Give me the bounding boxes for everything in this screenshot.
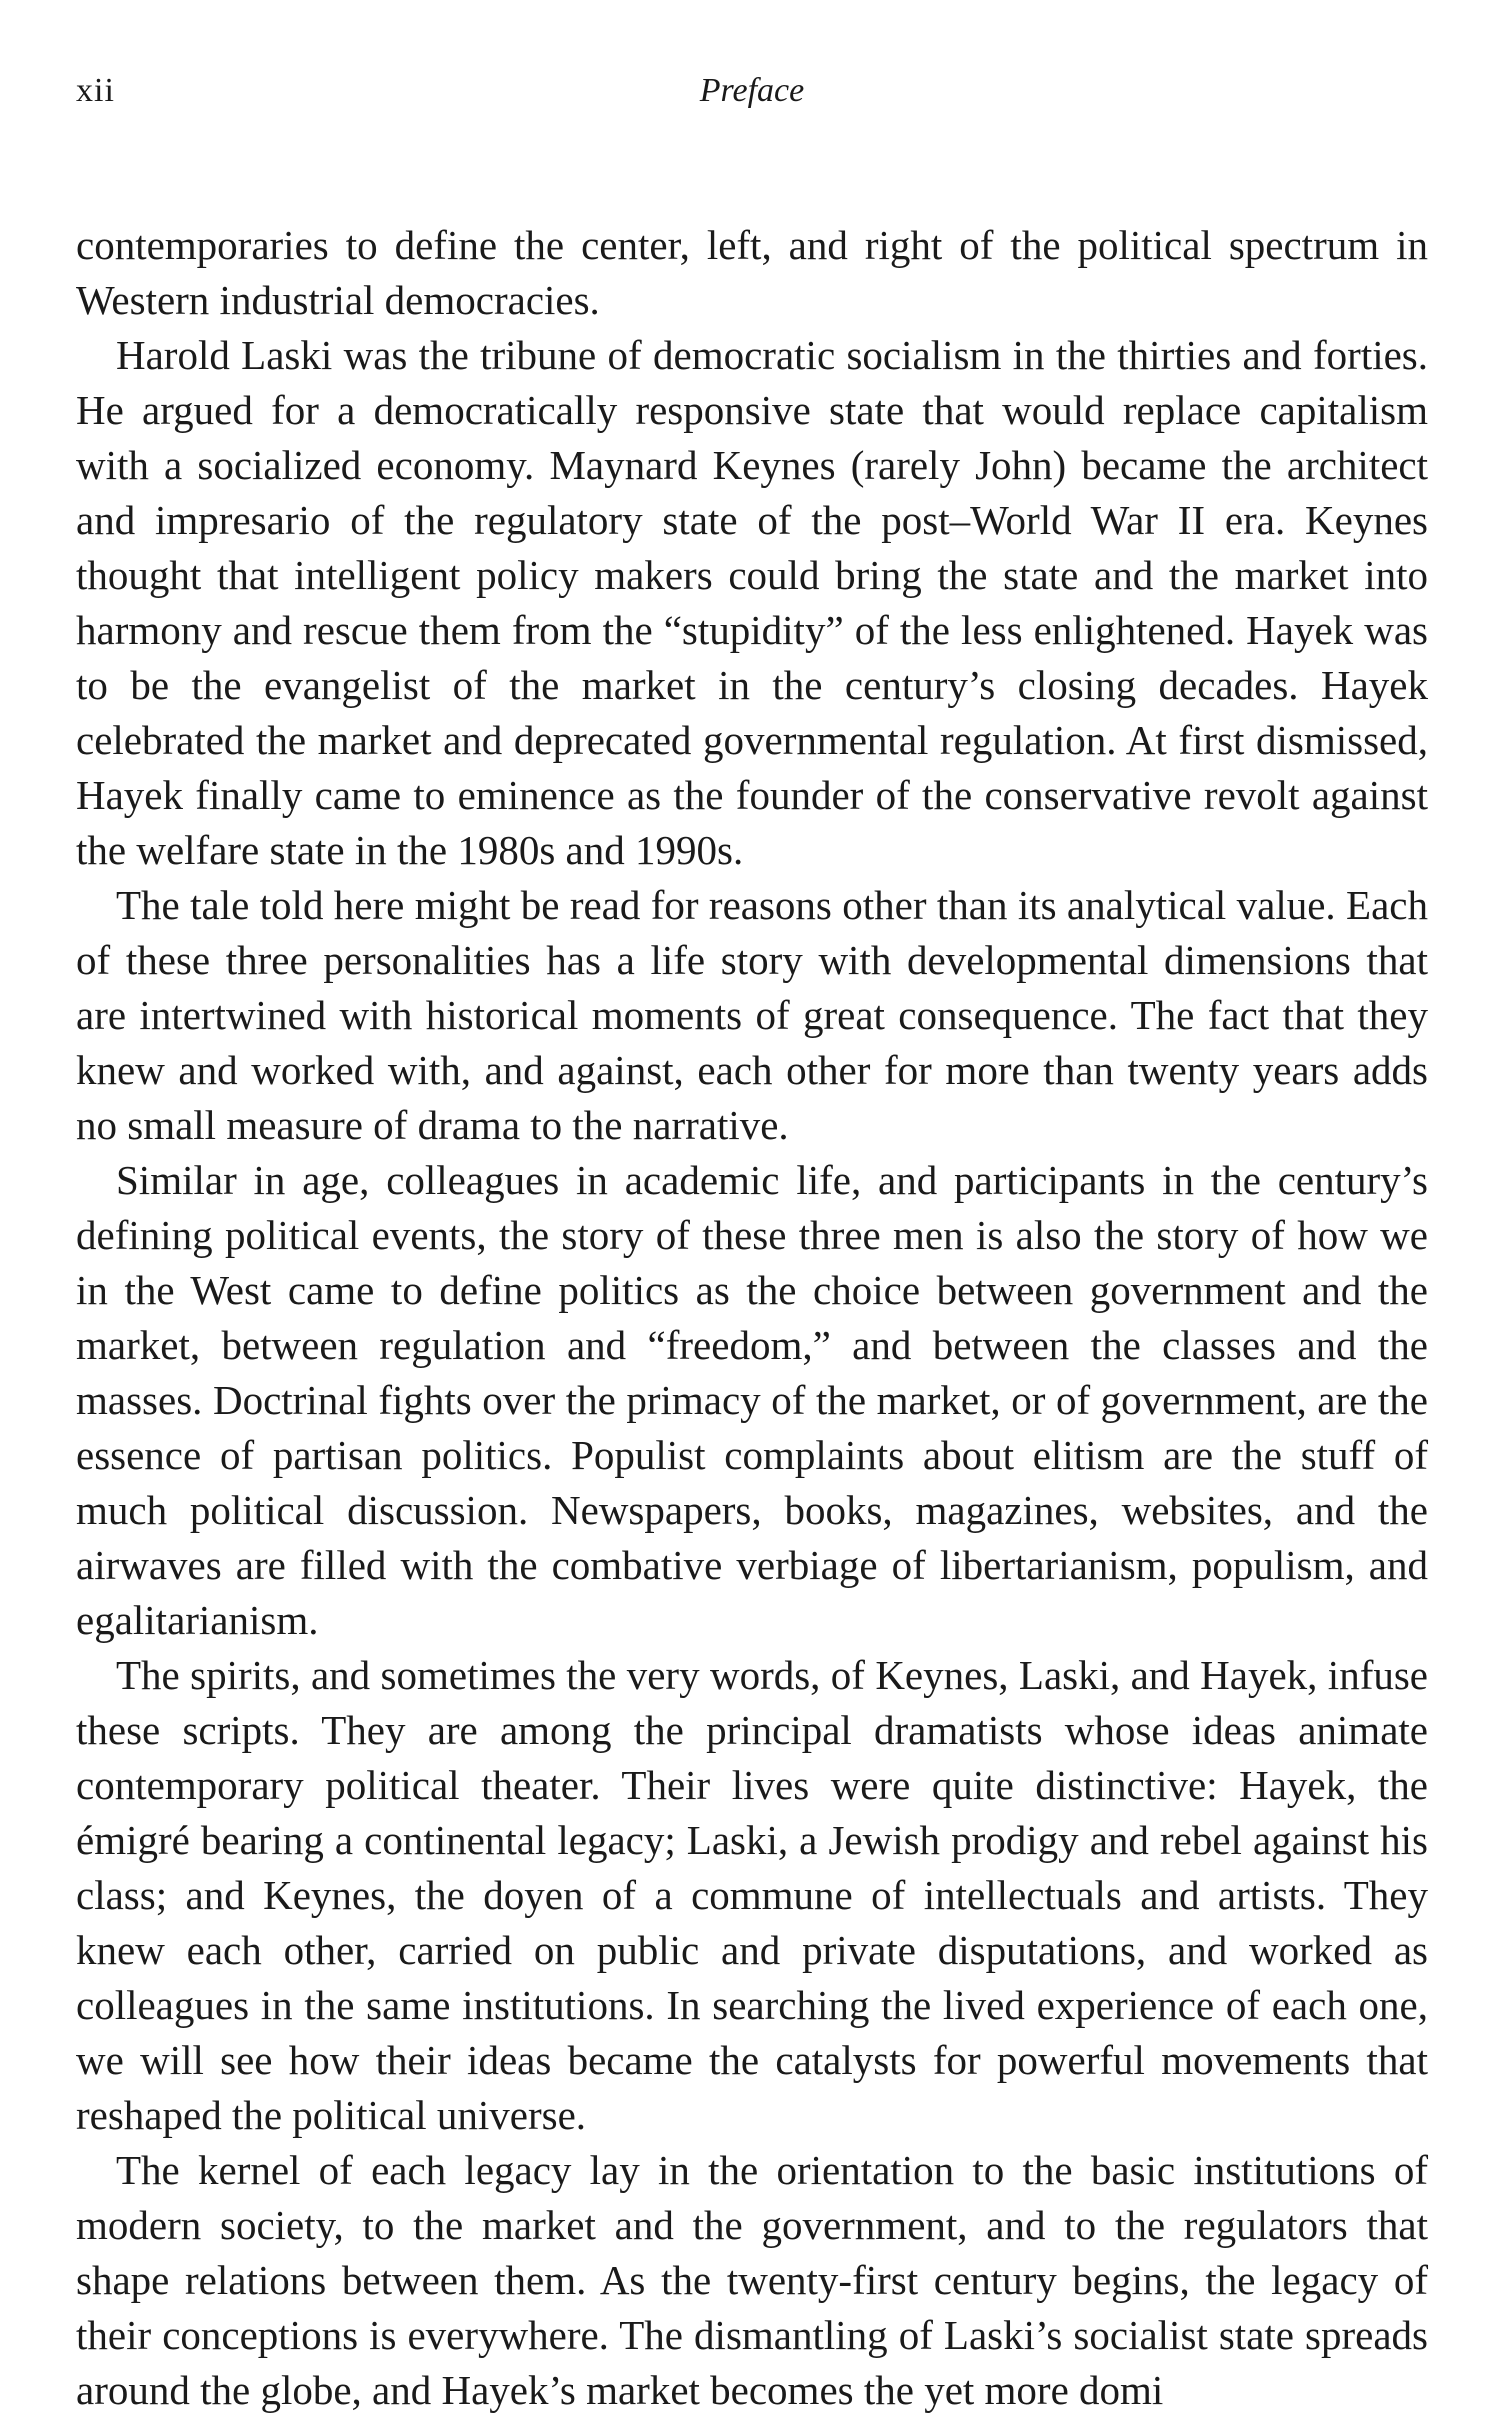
paragraph-continued: contemporaries to define the center, left, and right of the political spectrum in Western industrial democracies.: [76, 222, 1428, 323]
body-text: [76, 218, 1428, 2418]
paragraph: The kernel of each legacy lay in the orientation to the basic institutions of modern society, to the market and the government, and to the regulators that shape relations between them. As the twenty-first century begins, the legacy of their conceptions is everywhere. The dismantling of Laski’s socialist state spreads around the globe, and Hayek’s market becomes the yet more domi: [76, 2147, 1428, 2413]
page-number: xii: [76, 72, 115, 109]
paragraph: Harold Laski was the tribune of democratic socialism in the thirties and forties. He argued for a democratically responsive state that would replace capitalism with a socialized economy. Maynard Keynes (rarely John) became the architect and impresario of the regulatory state of the post–World War II era. Keynes thought that intelligent policy makers could bring the state and the market into harmony and rescue them from the “stupidity” of the less enlightened. Hayek was to be the evangelist of the market in the century’s closing decades. Hayek celebrated the market and deprecated governmental regulation. At first dismissed, Hayek finally came to eminence as the founder of the conservative revolt against the welfare state in the 1980s and 1990s.: [76, 332, 1428, 873]
paragraph: The tale told here might be read for reasons other than its analytical value. Each of these three personalities has a life story with developmental dimensions that are intertwined with historical moments of great consequence. The fact that they knew and worked with, and against, each other for more than twenty years adds no small measure of drama to the narrative.: [76, 882, 1428, 1148]
paragraph: Similar in age, colleagues in academic life, and participants in the century’s defining political events, the story of these three men is also the story of how we in the West came to define politics as the choice between government and the market, between regulation and “freedom,” and between the classes and the masses. Doctrinal fights over the primacy of the market, or of government, are the essence of partisan politics. Populist complaints about elitism are the stuff of much political discussion. Newspapers, books, magazines, websites, and the airwaves are filled with the combative verbiage of libertarianism, populism, and egalitarianism.: [76, 1157, 1428, 1643]
running-title: Preface: [699, 72, 805, 109]
paragraph: The spirits, and sometimes the very words, of Keynes, Laski, and Hayek, infuse these scripts. They are among the principal dramatists whose ideas animate contemporary political theater. Their lives were quite distinctive: Hayek, the émigré bearing a continental legacy; Laski, a Jewish prodigy and rebel against his class; and Keynes, the doyen of a commune of intellectuals and artists. They knew each other, carried on public and private disputations, and worked as colleagues in the same institutions. In searching the lived experience of each one, we will see how their ideas became the catalysts for powerful movements that reshaped the political universe.: [76, 1652, 1428, 2138]
book-page: [76, 60, 1428, 2418]
running-head: [76, 60, 1428, 120]
